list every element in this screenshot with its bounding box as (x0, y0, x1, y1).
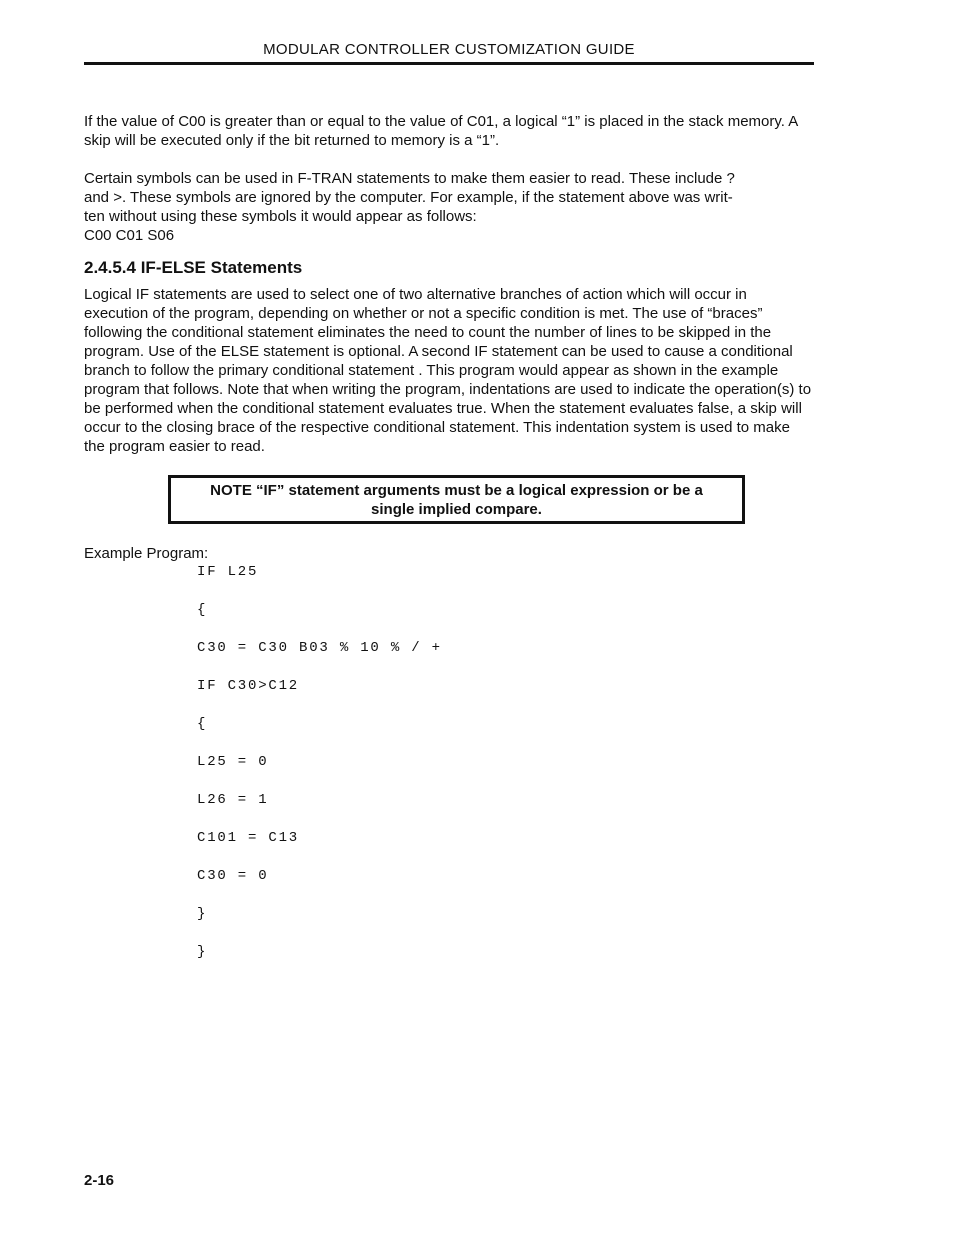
code-line: L25 = 0 (197, 754, 269, 770)
paragraph-symbols-line: Certain symbols can be used in F-TRAN statements to make them easier to read. These include ? (84, 170, 735, 187)
note-line: NOTE “IF” statement arguments must be a logical expression or be a (210, 481, 703, 499)
code-line: L26 = 1 (197, 792, 269, 808)
example-label: Example Program: (84, 545, 209, 562)
paragraph-symbols-line: ten without using these symbols it would appear as follows: (84, 208, 477, 225)
paragraph-if-else: Logical IF statements are used to select one of two alternative branches of action which will occur in execution of the program, depending on whether or not a specific condition is met. The use of “braces” following the conditional statement eliminates the need to count the number of lines to be skipped in the program. Use of the ELSE statement is optional. A second IF statement can be used to cause a conditional branch to follow the primary conditional statement . This program would appear as shown in the example program that follows. Note that when writing the program, indentations are used to indicate the operation(s) to be performed when the conditional statement evaluates true. When the statement evaluates false, a skip will occur to the closing brace of the respective conditional statement. This indentation system is used to make the program easier to read. (84, 286, 812, 455)
code-line: { (197, 716, 208, 732)
paragraph-symbols-line: C00 C01 S06 (84, 227, 175, 244)
code-line: C30 = 0 (197, 868, 269, 884)
code-line: IF C30>C12 (197, 678, 300, 694)
code-line: } (197, 906, 208, 922)
paragraph-symbols-line: and >. These symbols are ignored by the computer. For example, if the statement above was writ- (84, 189, 733, 206)
code-line: IF L25 (197, 564, 259, 580)
running-header: MODULAR CONTROLLER CUSTOMIZATION GUIDE (263, 41, 635, 58)
page-number: 2-16 (84, 1172, 115, 1189)
code-line: C101 = C13 (197, 830, 300, 846)
code-listing (197, 563, 442, 981)
note-box (168, 475, 745, 524)
paragraph-compare-result: If the value of C00 is greater than or equal to the value of C01, a logical “1” is placed in the stack memory. A skip will be executed only if the bit returned to memory is a “1”. (84, 113, 798, 149)
section-heading: 2.4.5.4 IF-ELSE Statements (84, 258, 303, 277)
note-line: single implied compare. (371, 500, 542, 518)
paragraph-symbols (84, 169, 814, 245)
code-line: } (197, 944, 208, 960)
header-rule (84, 62, 814, 65)
code-line: C30 = C30 B03 % 10 % / + (197, 640, 442, 656)
document-page (84, 0, 814, 1235)
code-line: { (197, 602, 208, 618)
